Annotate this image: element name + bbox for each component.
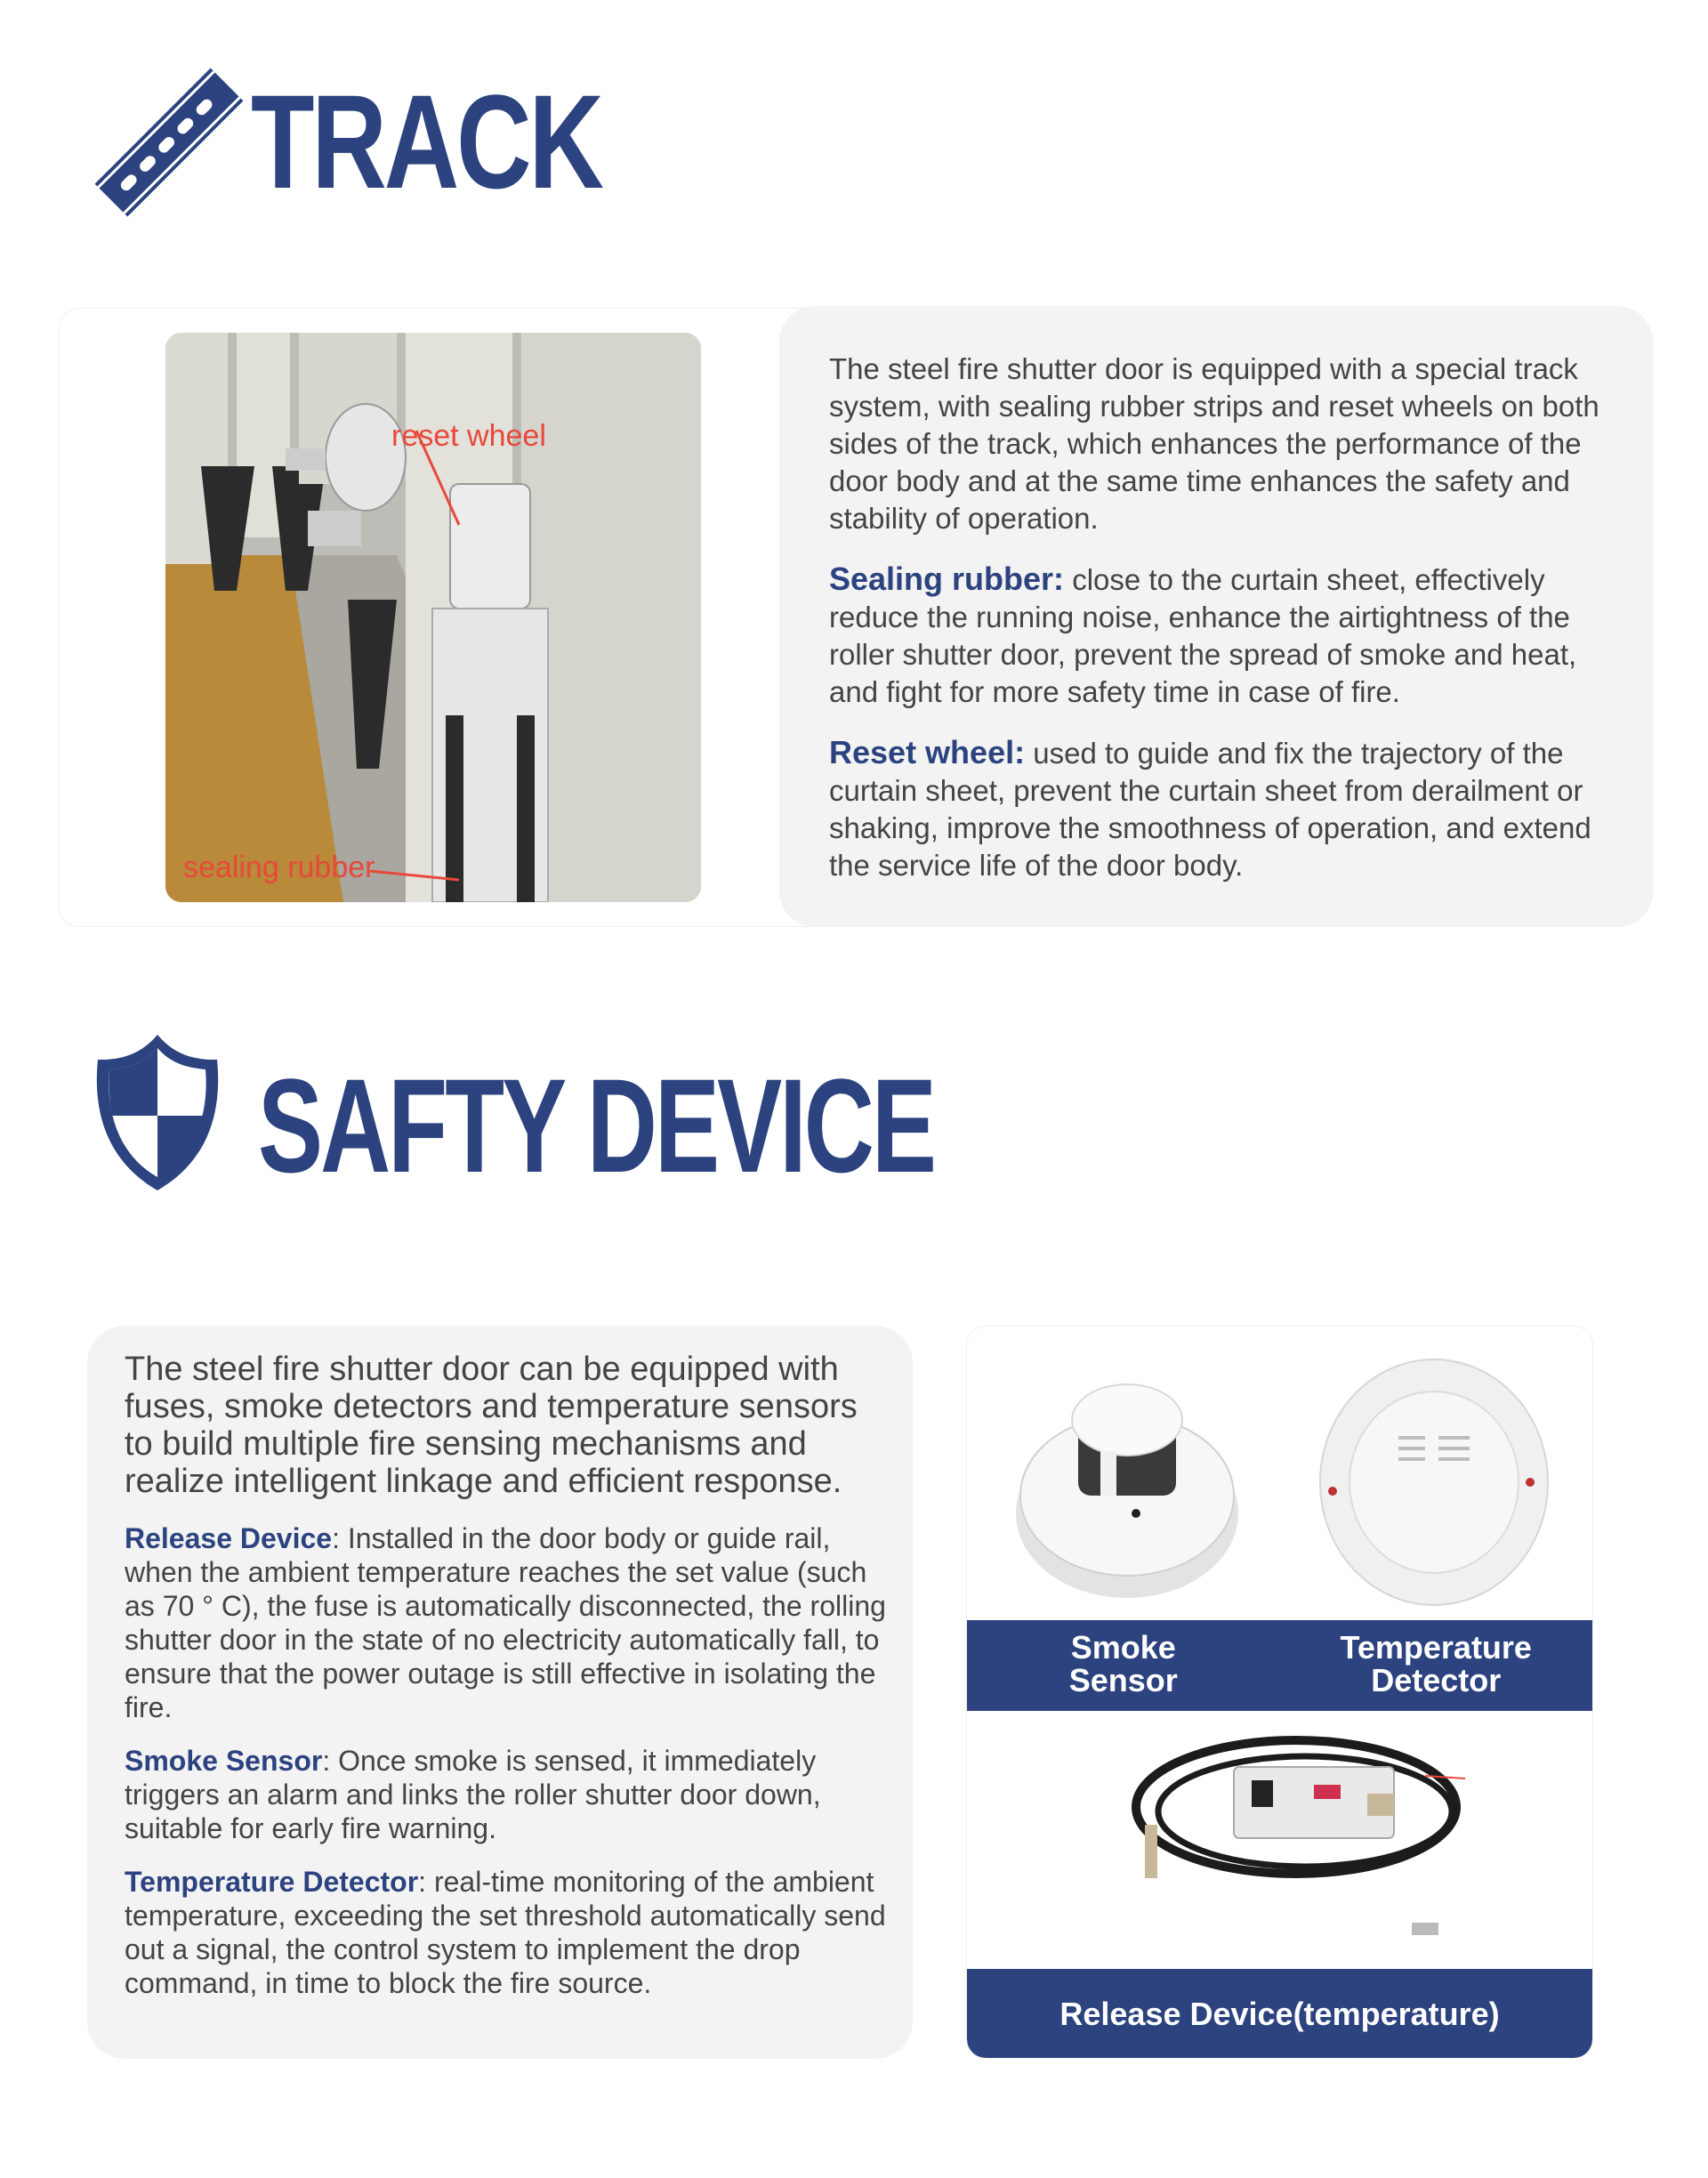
feature-keyword: Smoke Sensor [125,1745,323,1777]
track-feature-sealing-rubber [829,561,1617,711]
shield-icon [85,1032,230,1192]
label-line: Temperature [1340,1629,1532,1666]
feature-text: : Installed in the door body or guide rail, when the ambient temperature reaches the set value (such as 70 ° C), the fuse is automatically disconnected, the rolling shutter door in the state of no electricity automatically fall, to ensure that the power outage is still effective in isolating the fire. [125,1522,886,1723]
temperature-detector-image [1309,1353,1559,1611]
feature-keyword: Sealing rubber: [829,561,1065,597]
release-device-label: Release Device(temperature) [967,1969,1592,2059]
track-icon [89,62,249,222]
track-feature-reset-wheel [829,734,1617,884]
feature-keyword: Release Device [125,1522,333,1554]
smoke-sensor-image [1003,1362,1261,1602]
feature-keyword: Temperature Detector [125,1866,419,1898]
safety-intro: The steel fire shutter door can be equipped with fuses, smoke detectors and temperature sensors to build multiple fire sensing mechanisms and realize intelligent linkage and efficient response. [125,1351,858,1500]
label-line: Sensor [1068,1662,1178,1698]
track-description-panel [779,306,1653,927]
feature-text: : real-time monitoring of the ambient temperature, exceeding the set threshold automatically send out a signal, the control system to implement the drop command, in time to block the fire source. [125,1866,886,1999]
temperature-detector-label [1280,1620,1593,1711]
sealing-rubber-annotation: sealing rubber [183,851,375,884]
feature-text: : Once smoke is sensed, it immediately triggers an alarm and links the roller shutter door down, suitable for early fire warning. [125,1745,821,1844]
release-device-image [1109,1727,1483,1958]
track-heading: TRACK [251,67,601,216]
device-images-card [966,1326,1593,2059]
safety-feature-release-device [125,1521,886,1724]
smoke-sensor-label [967,1620,1280,1711]
track-intro: The steel fire shutter door is equipped with a special track system, with sealing rubber strips and reset wheels on both sides of the track, which enhances the performance of the door body and at the same time enhances the safety and stability of operation. [829,352,1599,535]
reset-wheel-annotation: reset wheel [391,419,546,453]
safety-heading: SAFTY DEVICE [258,1051,935,1200]
feature-text: close to the curtain sheet, effectively reduce the running noise, enhance the airtightness of the roller shutter door, prevent the spread of smoke and heat, and fight for more safety time in case of fire. [829,563,1577,708]
safety-feature-smoke-sensor [125,1744,886,1845]
label-line: Smoke [1070,1629,1176,1666]
safety-feature-temperature-detector [125,1865,886,2000]
top-device-labels [967,1620,1592,1711]
feature-keyword: Reset wheel: [829,734,1026,770]
track-photo [165,333,701,902]
feature-text: used to guide and fix the trajectory of the curtain sheet, prevent the curtain sheet from derailment or shaking, improve the smoothness of operation, and extend the service life of the door body. [829,737,1591,882]
label-line: Detector [1371,1662,1502,1698]
safety-description-panel [87,1326,913,2059]
